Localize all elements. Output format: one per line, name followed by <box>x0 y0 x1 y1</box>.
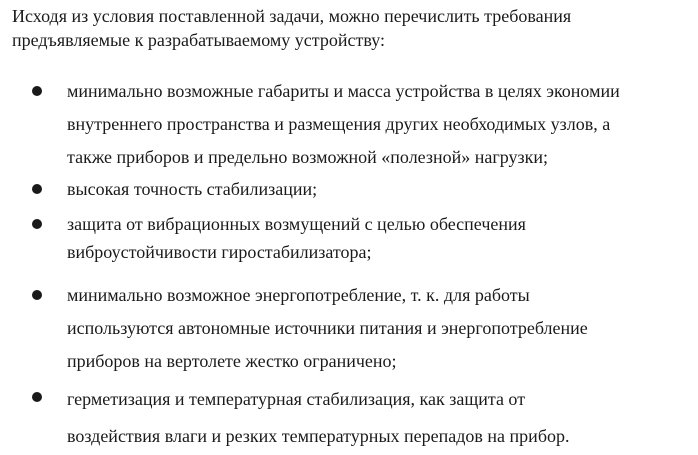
list-item-line: герметизация и температурная стабилизация, как защита от <box>67 389 526 409</box>
bullet-icon <box>32 219 42 229</box>
list-item-line: высокая точность стабилизации; <box>67 179 318 199</box>
list-item-line: минимально возможное энергопотребление, т. к. для работы <box>67 285 530 305</box>
bullet-icon <box>32 392 42 402</box>
bullet-icon <box>32 184 42 194</box>
list-item-line: минимально возможные габариты и масса устройства в целях экономии <box>67 81 620 101</box>
intro-line: Исходя из условия поставленной задачи, можно перечислить требования <box>12 6 572 26</box>
list-item-line: воздействия влаги и резких температурных перепадов на прибор. <box>67 426 570 446</box>
bullet-icon <box>32 86 42 96</box>
bullet-icon <box>32 290 42 300</box>
list-item-line: используются автономные источники питания и энергопотребление <box>67 318 588 338</box>
list-item <box>67 175 692 203</box>
list-item-line: внутреннего пространства и размещения других необходимых узлов, а <box>67 114 611 134</box>
list-item <box>67 75 692 174</box>
list-item <box>67 381 692 455</box>
intro-paragraph <box>12 4 692 52</box>
intro-line: предъявляемые к разрабатываемому устройству: <box>12 30 385 50</box>
list-item-line: также приборов и предельно возможной «полезной» нагрузки; <box>67 147 549 167</box>
list-item <box>67 210 692 266</box>
list-item-line: виброустойчивости гиростабилизатора; <box>67 242 372 262</box>
list-item-line: защита от вибрационных возмущений с целью обеспечения <box>67 214 526 234</box>
list-item <box>67 279 692 378</box>
list-item-line: приборов на вертолете жестко ограничено; <box>67 351 397 371</box>
